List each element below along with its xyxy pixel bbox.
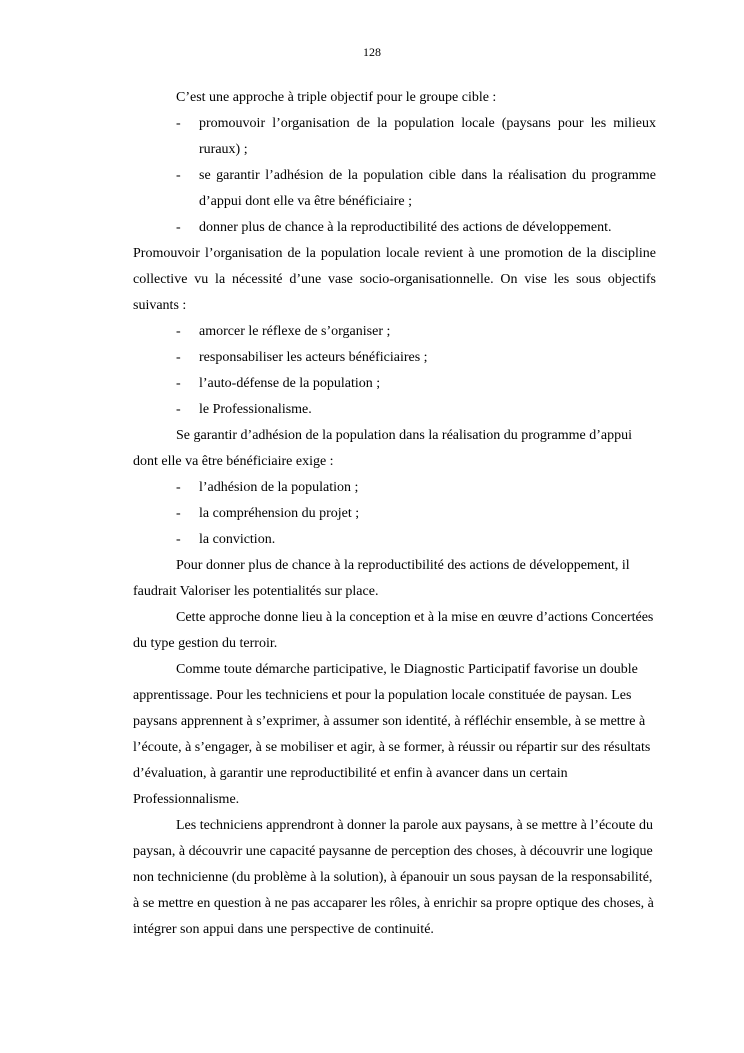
list-item xyxy=(133,345,656,371)
requirements-list xyxy=(133,475,656,553)
list-item-text: la compréhension du projet ; xyxy=(199,506,360,521)
sub-objectives-list xyxy=(133,319,656,423)
list-item xyxy=(133,475,656,501)
approche-paragraph: Cette approche donne lieu à la conception et à la mise en œuvre d’actions Concertées du type gestion du terroir. xyxy=(133,610,654,651)
intro-paragraph: C’est une approche à triple objectif pour le groupe cible : xyxy=(176,90,497,105)
list-item xyxy=(133,111,656,163)
list-item-text: responsabiliser les acteurs bénéficiaires ; xyxy=(199,350,428,365)
list-dash: - xyxy=(176,350,181,365)
list-item xyxy=(133,527,656,553)
list-item-text: se garantir l’adhésion de la population cible dans la réalisation du programme d’appui dont elle va être bénéficiaire ; xyxy=(199,168,656,209)
list-item xyxy=(133,371,656,397)
list-dash: - xyxy=(176,168,181,183)
chance-paragraph: Pour donner plus de chance à la reproductibilité des actions de développement, il faudrait Valoriser les potentialités sur place. xyxy=(133,558,630,599)
list-dash: - xyxy=(176,532,181,547)
techniciens-paragraph: Les techniciens apprendront à donner la parole aux paysans, à se mettre à l’écoute du paysan, à découvrir une capacité paysanne de perception des choses, à découvrir une logique non technicienne (du problème à la solution), à épanouir un sous paysan de la responsabilité, à se mettre en question à ne pas accaparer les rôles, à enrichir sa propre optique des choses, à intégrer son appui dans une perspective de continuité. xyxy=(133,818,654,937)
list-item-text: l’auto-défense de la population ; xyxy=(199,376,381,391)
list-item-text: donner plus de chance à la reproductibilité des actions de développement. xyxy=(199,220,612,235)
list-dash: - xyxy=(176,376,181,391)
promouvoir-paragraph: Promouvoir l’organisation de la population locale revient à une promotion de la discipline collective vu la nécessité d’une vase socio-organisationnelle. On vise les sous objectifs suivants : xyxy=(133,246,656,313)
list-item-text: amorcer le réflexe de s’organiser ; xyxy=(199,324,391,339)
objectives-list xyxy=(133,111,656,241)
page-body xyxy=(133,85,656,943)
list-item-text: promouvoir l’organisation de la population locale (paysans pour les milieux ruraux) ; xyxy=(199,116,656,157)
diagnostic-paragraph: Comme toute démarche participative, le Diagnostic Participatif favorise un double apprentissage. Pour les techniciens et pour la population locale constituée de paysan. Les paysans apprennent à s’exprimer, à assumer son identité, à réfléchir ensemble, à se mettre à l’écoute, à s’engager, à se mobiliser et agir, à se former, à réussir ou répartir sur des résultats d’évaluation, à garantir une reproductibilité et enfin à avancer dans un certain Professionnalisme. xyxy=(133,662,651,807)
garantir-paragraph: Se garantir d’adhésion de la population dans la réalisation du programme d’appui dont elle va être bénéficiaire exige : xyxy=(133,428,633,469)
page-number: 128 xyxy=(363,45,381,59)
list-item-text: l’adhésion de la population ; xyxy=(199,480,359,495)
list-dash: - xyxy=(176,506,181,521)
list-dash: - xyxy=(176,220,181,235)
list-item-text: le Professionalisme. xyxy=(199,402,312,417)
list-dash: - xyxy=(176,402,181,417)
list-item xyxy=(133,215,656,241)
list-item xyxy=(133,397,656,423)
list-item-text: la conviction. xyxy=(199,532,276,547)
list-dash: - xyxy=(176,480,181,495)
list-dash: - xyxy=(176,116,181,131)
list-item xyxy=(133,319,656,345)
list-item xyxy=(133,163,656,215)
list-item xyxy=(133,501,656,527)
list-dash: - xyxy=(176,324,181,339)
